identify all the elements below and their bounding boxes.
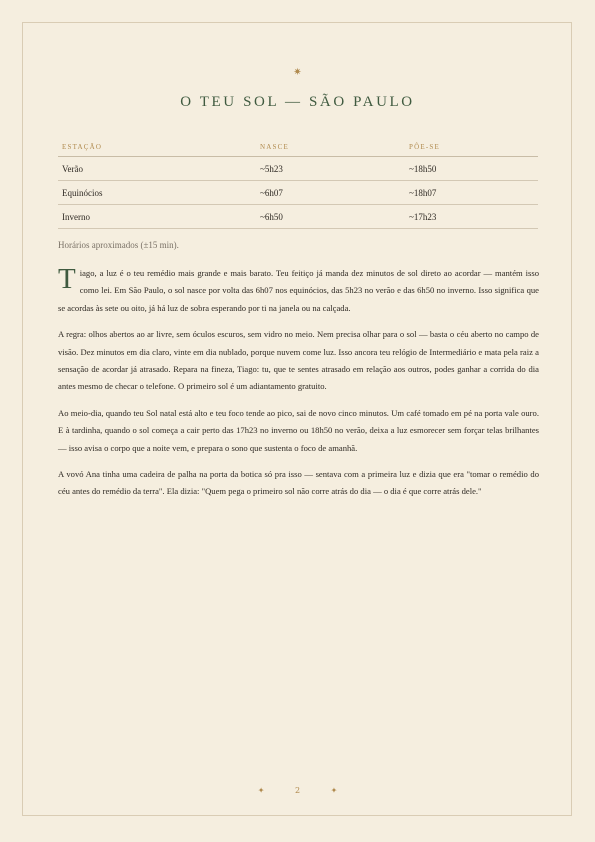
sun-times-table	[58, 140, 538, 229]
column-header-season: ESTAÇÃO	[58, 140, 256, 157]
sunset-cell: ~17h23	[405, 205, 538, 229]
drop-cap: T	[58, 263, 76, 295]
season-cell: Equinócios	[58, 181, 256, 205]
left-ornament-icon: ✦	[257, 786, 265, 795]
table-row	[58, 181, 538, 205]
paragraph-2: A regra: olhos abertos ao ar livre, sem óculos escuros, sem vidro no meio. Nem precisa olhar para o sol — basta o céu aberto no campo de visão. Dez minutos em dia claro, vinte em dia nublado, porque nuvem come luz. Isso ancora teu relógio de Intermediário e mata pela raiz a sensação de acordar já atrasado. Repara na fineza, Tiago: tu, que te sentes atrasado em relação aos outros, podes ganhar a corrida do dia antes mesmo de checar o telefone. O primeiro sol é um adiantamento gratuito.	[58, 329, 539, 392]
table-row	[58, 157, 538, 181]
ornament-star-icon: ✷	[293, 67, 302, 78]
season-cell: Inverno	[58, 205, 256, 229]
page-title: O TEU SOL — SÃO PAULO	[180, 94, 415, 110]
sunset-cell: ~18h07	[405, 181, 538, 205]
column-header-sunset: PÔE-SE	[405, 140, 538, 157]
page-number: 2	[294, 786, 301, 795]
sunrise-cell: ~6h50	[256, 205, 405, 229]
column-header-sunrise: NASCE	[256, 140, 405, 157]
paragraph-1	[58, 265, 539, 317]
table-row	[58, 205, 538, 229]
right-ornament-icon: ✦	[330, 786, 338, 795]
paragraph-3: Ao meio-dia, quando teu Sol natal está alto e teu foco tende ao pico, sai de novo cinco minutos. Um café tomado em pé na porta vale ouro. E à tardinha, quando o sol começa a cair perto das 17h23 no inverno ou 18h50 no verão, deixa a luz esmorecer sem forçar telas brilhantes — isso avisa o corpo que a noite vem, e prepara o sono que sustenta o foco de amanhã.	[58, 407, 539, 453]
paragraph-4: A vovó Ana tinha uma cadeira de palha na porta da botica só pra isso — sentava com a primeira luz e dizia que era "tomar o remédio do céu antes do remédio da terra". Ela dizia: "Quem pega o primeiro sol não corre atrás do dia — o dia é que corre atrás dele."	[58, 469, 539, 497]
sunrise-cell: ~6h07	[256, 181, 405, 205]
sunrise-cell: ~5h23	[256, 157, 405, 181]
sunset-cell: ~18h50	[405, 157, 538, 181]
season-cell: Verão	[58, 157, 256, 181]
paragraph-1-text: iago, a luz é o teu remédio mais grande e mais barato. Teu feitiço já manda dez minutos de sol direto ao acordar — mantém isso como lei. Em São Paulo, o sol nasce por volta das 6h07 nos equinócios, das 5h23 no verão e das 6h50 no inverno. Isso significa que se acordas às sete ou oito, já há luz de sobra esperando por ti na janela ou na calçada.	[58, 268, 539, 313]
table-note: Horários aproximados (±15 min).	[58, 240, 179, 250]
table-header-row	[58, 140, 538, 157]
page-footer	[0, 786, 595, 796]
body-text	[58, 265, 539, 510]
